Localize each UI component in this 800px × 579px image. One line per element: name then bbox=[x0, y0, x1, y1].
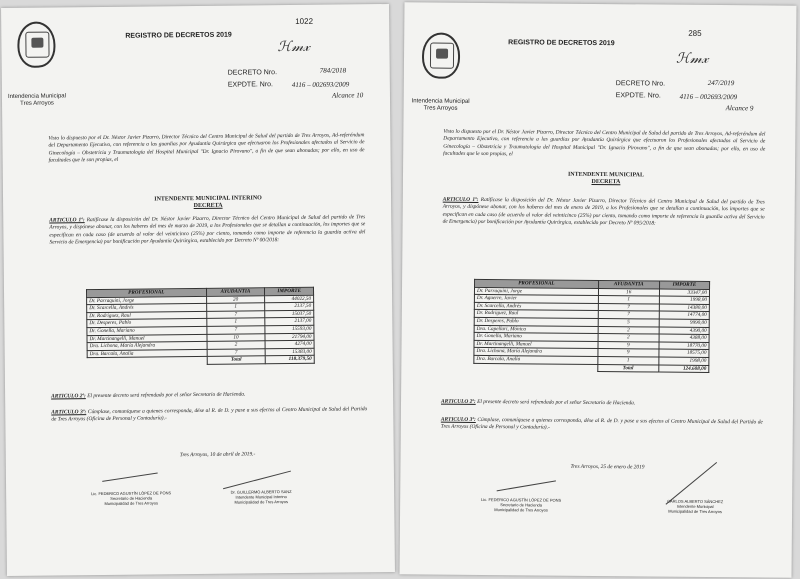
professional-cell: Dr. Parraquini, Jorge bbox=[474, 287, 598, 296]
page-number: 1022 bbox=[295, 16, 314, 26]
signature-block-mayor bbox=[630, 498, 760, 514]
signer-institution: Municipalidad de Tres Arroyos bbox=[104, 500, 159, 506]
ayudantia-cell: 7 bbox=[207, 349, 266, 357]
professional-cell: Dra. Capellari, Mónica bbox=[474, 325, 598, 334]
ayudantia-cell: 20 bbox=[206, 295, 265, 303]
intro-paragraph: Visto lo dispuesto por el Dr. Néstor Javier Pizarro, Director Técnico del Centro Municipal de Salud del partido de Tres Arroyos, Ad-referéndum del Departamento Ejecutivo, con referencia a las guardias por Ayudantía Quirúrgica que efectuaron los Profesionales afectados al Servicio de Ginecología – Obstetricia y Traumatología del Hospital Municipal "Dr. Ignacio Pirovano", a fin de que sean abonadas; por ello, en uso de facultades que le son propias, el bbox=[48, 132, 365, 164]
ayudantia-cell: 10 bbox=[207, 333, 266, 341]
article-2-text: El presente decreto será refrendado por el señor Secretario de Hacienda. bbox=[87, 391, 246, 400]
signer-role: Intendente Municipal Interino bbox=[235, 494, 287, 500]
article-1-text: Ratifícase la disposición del Dr. Néstor Javier Pizarro, Director Técnico del Centro Municipal de Salud del partido de Tres Arroyos, y dispónese abonar, con los haberes del mes de marzo de 2019, a los Profesionales que se detallan a continuación, los importes que se especifican en cada caso (de acuerdo al valor del veinticinco (25%) por ciento, tomando como importe de referencia la guardia activa del Servicio de Emergencia) por bonificación por Ayudantía Quirúrgica, establecido por Decreto Nº 00/2018: bbox=[49, 214, 366, 246]
importe-cell: 33347,00 bbox=[659, 289, 709, 297]
handwritten-initials-icon: ℋ𝓂𝓍 bbox=[277, 38, 310, 56]
total-value: 118.379,50 bbox=[266, 356, 315, 364]
municipality-line2: Tres Arroyos bbox=[20, 100, 54, 107]
importe-cell: 44022,50 bbox=[265, 295, 314, 303]
issuer-title: INTENDENTE MUNICIPAL INTERINO bbox=[154, 195, 262, 203]
article-1-label: ARTICULO 1º: bbox=[49, 217, 85, 224]
importe-cell: 18575,00 bbox=[659, 349, 709, 357]
article-2-label: ARTICULO 2º: bbox=[440, 398, 476, 405]
article-3 bbox=[441, 417, 763, 435]
left-decree-page bbox=[1, 4, 395, 576]
expediente-label: EXPDTE. Nro. bbox=[227, 81, 274, 89]
municipality-line2: Tres Arroyos bbox=[423, 105, 458, 112]
column-header: IMPORTE bbox=[265, 287, 314, 295]
alcance: Alcance 10 bbox=[331, 91, 364, 100]
article-3-label: ARTICULO 3º: bbox=[440, 416, 476, 423]
date-line: Tres Arroyos, 10 de abril de 2019.- bbox=[179, 451, 256, 459]
professional-cell: Dr. Rodriguez, Raul bbox=[474, 310, 598, 319]
signer-role: Secretario de Hacienda bbox=[110, 495, 153, 501]
article-1-text: Ratifícase la disposición del Dr. Néstor Javier Pizarro, Director Técnico del Centro Municipal de Salud del partido de Tres Arroyos, y dispónese abonar, con los haberes del mes de enero de 2019, a los Profesionales que se detallan a continuación, los importes que se especifican en cada caso (de acuerdo al valor del veinticinco (25%) por ciento, tomando como importe de referencia la guardia activa del Servicio de Emergencia) por bonificación por Ayudantía Quirúrgica, establecido por Decreto Nº 095/2018: bbox=[442, 196, 765, 227]
ayudantia-cell: 1 bbox=[206, 303, 265, 311]
alcance: Alcance 9 bbox=[725, 104, 754, 113]
municipal-seal-icon bbox=[422, 32, 460, 78]
article-2 bbox=[441, 399, 763, 409]
decreto-number: 247/2019 bbox=[707, 78, 735, 88]
decree-heading bbox=[461, 171, 751, 188]
ayudantia-cell: 1 bbox=[598, 356, 659, 364]
importe-cell: 1998,00 bbox=[659, 296, 709, 304]
importe-cell: 15593,00 bbox=[265, 325, 314, 333]
ayudantia-cell: 1 bbox=[206, 318, 265, 326]
importe-cell: 4388,00 bbox=[659, 334, 709, 342]
ayudantia-cell: 7 bbox=[206, 326, 265, 334]
payment-table bbox=[86, 287, 315, 366]
professional-cell: Dr. Parraquini, Jorge bbox=[87, 296, 207, 305]
article-1 bbox=[443, 197, 765, 229]
professional-cell: Dr. Gonella, Mariano bbox=[474, 333, 598, 342]
column-header: IMPORTE bbox=[659, 281, 709, 289]
importe-cell: 14380,00 bbox=[659, 304, 709, 312]
importe-cell: 4274,00 bbox=[265, 340, 314, 348]
signer-role: Intendente Municipal bbox=[676, 503, 714, 510]
ayudantia-cell: 1 bbox=[598, 296, 659, 304]
importe-cell: 9990,00 bbox=[659, 319, 709, 327]
importe-cell: 2137,00 bbox=[265, 318, 314, 326]
ayudantia-cell: 5 bbox=[598, 318, 659, 326]
total-label: Total bbox=[598, 364, 659, 372]
column-header: AYUDANTIA bbox=[206, 288, 265, 296]
payment-table bbox=[473, 279, 710, 373]
signature-scribble-icon bbox=[223, 471, 291, 490]
expediente-label: EXPDTE. Nro. bbox=[615, 92, 661, 100]
signer-name: Dr. GUILLERMO ALBERTO SANZ bbox=[230, 489, 292, 495]
municipality-label bbox=[408, 98, 474, 113]
total-label: Total bbox=[207, 356, 266, 364]
date-line: Tres Arroyos, 25 de enero de 2019 bbox=[570, 463, 645, 471]
professional-cell: Dra. Lichona, María Alejandra bbox=[87, 342, 207, 351]
article-2-text: El presente decreto será refrendado por el señor Secretario de Hacienda. bbox=[477, 398, 636, 407]
register-title: REGISTRO DE DECRETOS 2019 bbox=[508, 39, 615, 48]
intro-paragraph: Visto lo dispuesto por el Dr. Néstor Javier Pizarro, Director Técnico del Centro Municipal de Salud del partido de Tres Arroyos, Ad-referéndum del Departamento Ejecutivo, con referencia a las guardias por Ayudantía Quirúrgica que efectuaron los Profesionales afectados al Servicio de Ginecología – Obstetricia y Traumatología del Hospital Municipal "Dr. Ignacio Pirovano", a fin de que sean abonadas; por ello, en uso de facultades que le son propias, el bbox=[443, 128, 766, 158]
municipality-label bbox=[4, 93, 70, 108]
ayudantia-cell: 7 bbox=[598, 311, 659, 319]
professional-cell: Dr. Martinangelli, Manuel bbox=[87, 334, 207, 343]
handwritten-initials-icon: ℋ𝓂𝓍 bbox=[675, 50, 709, 67]
signature-scribble-icon bbox=[102, 473, 158, 482]
ayudantia-cell: 7 bbox=[598, 303, 659, 311]
column-header: PROFESIONAL bbox=[86, 288, 206, 297]
ayudantia-cell: 7 bbox=[206, 311, 265, 319]
column-header: PROFESIONAL bbox=[475, 279, 599, 288]
article-2-label: ARTICULO 2º: bbox=[51, 393, 86, 400]
right-decree-page bbox=[400, 2, 797, 577]
register-title: REGISTRO DE DECRETOS 2019 bbox=[125, 31, 232, 40]
professional-cell: Dr. Desperes, Pablo bbox=[87, 319, 207, 328]
article-1 bbox=[49, 214, 365, 247]
importe-cell: 21794,00 bbox=[265, 333, 314, 341]
importe-cell: 1998,00 bbox=[659, 357, 709, 365]
signature-block-secretary bbox=[66, 490, 196, 506]
article-1-label: ARTICULO 1º: bbox=[442, 196, 479, 203]
ayudantia-cell: 9 bbox=[598, 349, 659, 357]
signer-name: CARLOS ALBERTO SÁNCHEZ bbox=[667, 498, 724, 505]
signature-scribble-icon bbox=[497, 480, 556, 491]
professional-cell: Dr. Desperes, Pablo bbox=[474, 317, 598, 326]
professional-cell: Dr. Gonella, Mariano bbox=[87, 326, 207, 335]
professional-cell: Dr. Martinangelli, Manuel bbox=[474, 340, 598, 349]
professional-cell: Dr. Scarcella, Andrés bbox=[474, 302, 598, 311]
professional-cell: Dra. Barcala, Analía bbox=[87, 349, 207, 358]
decreta-title: DECRETA bbox=[193, 202, 223, 210]
professional-cell: Dra. Lichona, María Alejandra bbox=[474, 348, 598, 357]
signature-block-secretary bbox=[456, 497, 586, 513]
table-total-row bbox=[474, 363, 709, 373]
municipality-line1: Intendencia Municipal bbox=[7, 93, 67, 100]
expediente-number: 4116 – 002693/2009 bbox=[291, 80, 350, 90]
ayudantia-cell: 16 bbox=[598, 288, 659, 296]
importe-cell: 2137,50 bbox=[265, 302, 314, 310]
ayudantia-cell: 2 bbox=[598, 326, 659, 334]
signer-role: Secretario de Hacienda bbox=[500, 502, 543, 508]
importe-cell: 4390,00 bbox=[659, 327, 709, 335]
importe-cell: 18770,00 bbox=[659, 342, 709, 350]
signer-institution: Municipalidad de Tres Arroyos bbox=[494, 507, 548, 513]
article-2 bbox=[51, 390, 367, 401]
total-value: 124.608,00 bbox=[658, 365, 708, 373]
issuer-title: INTENDENTE MUNICIPAL bbox=[567, 171, 645, 179]
signer-institution: Municipalidad de Tres Arroyos bbox=[234, 499, 289, 505]
importe-cell: 14774,00 bbox=[659, 311, 709, 319]
ayudantia-cell: 2 bbox=[207, 341, 266, 349]
municipality-line1: Intendencia Municipal bbox=[411, 98, 470, 105]
professional-cell: Dr. Rodriguez, Raul bbox=[87, 311, 207, 320]
decree-heading bbox=[63, 194, 353, 211]
ayudantia-cell: 9 bbox=[598, 341, 659, 349]
importe-cell: 15383,00 bbox=[266, 348, 315, 356]
page-number: 285 bbox=[688, 28, 702, 38]
importe-cell: 15037,50 bbox=[265, 310, 314, 318]
article-3-label: ARTICULO 3º: bbox=[51, 409, 87, 416]
expediente-number: 4116 – 002693/2009 bbox=[679, 92, 738, 102]
ayudantia-cell: 2 bbox=[598, 334, 659, 342]
decreto-number: 784/2018 bbox=[319, 66, 347, 75]
signature-block-mayor bbox=[196, 489, 326, 505]
article-3 bbox=[51, 406, 367, 424]
signer-name: Lic. FEDERICO AGUSTÍN LÓPEZ DE PONS bbox=[481, 496, 562, 503]
article-3-text: Cúmplase, comuníquese a quienes corresponda, dése al R. de D. y pase a sus efectos al Centro Municipal de Salud del Partido de Tres Arroyos (Oficina de Personal y Contaduría).- bbox=[440, 416, 763, 431]
municipal-seal-icon bbox=[17, 21, 55, 67]
signer-name: Lic. FEDERICO AGUSTÍN LÓPEZ DE PONS bbox=[91, 490, 172, 497]
signer-institution: Municipalidad de Tres Arroyos bbox=[668, 508, 722, 515]
decreta-title: DECRETA bbox=[591, 178, 621, 186]
professional-cell: Dra. Barcala, Analía bbox=[474, 355, 598, 364]
professional-cell: Dr. Aguerre, Javier bbox=[474, 295, 598, 304]
column-header: AYUDANTIA bbox=[598, 281, 659, 289]
decreto-label: DECRETO Nro. bbox=[615, 80, 666, 88]
professional-cell: Dr. Scarcella, Andrés bbox=[87, 304, 207, 313]
article-3-text: Cúmplase, comuníquese a quienes corresponda, dése al R. de D. y pase a sus efectos al Centro Municipal de Salud del Partido de Tres Arroyos (Oficina de Personal y Contaduría).- bbox=[51, 406, 368, 423]
decreto-label: DECRETO Nro. bbox=[227, 69, 278, 77]
